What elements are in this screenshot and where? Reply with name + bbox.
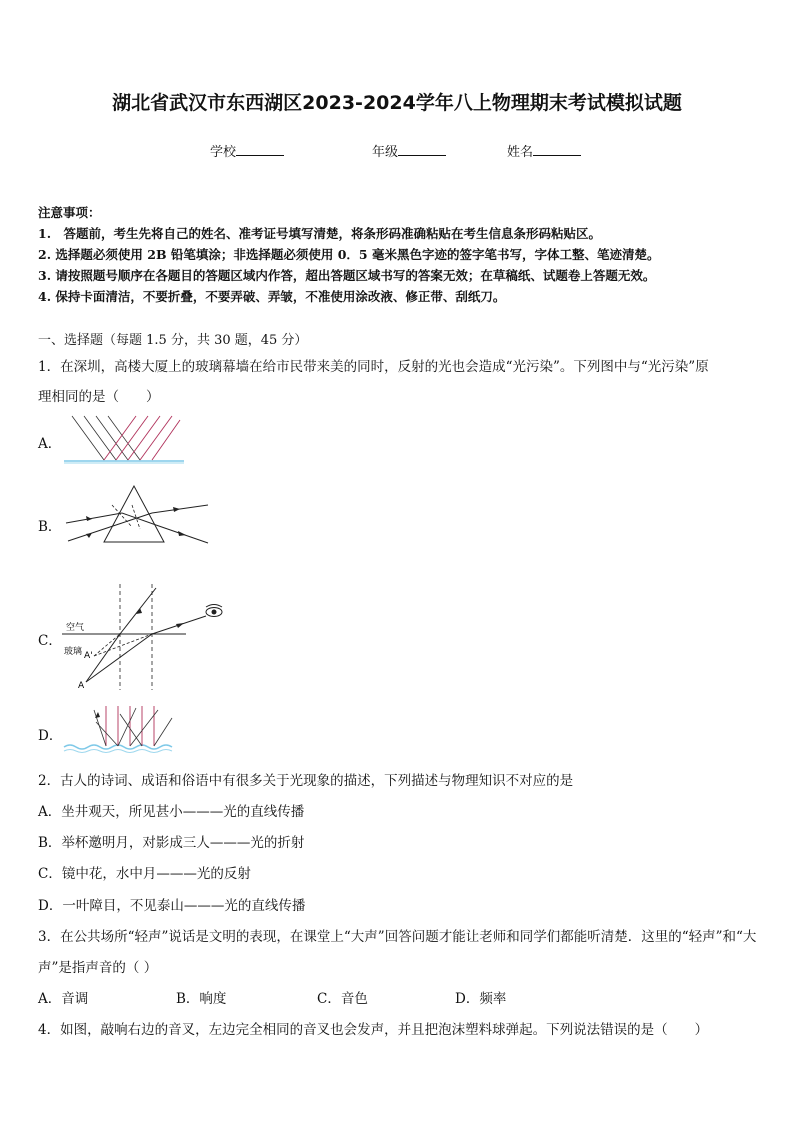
q2-option-d: D．一叶障目，不见泰山———光的直线传播 — [38, 898, 306, 914]
q2-option-c: C．镜中花，水中月———光的反射 — [38, 866, 251, 882]
name-blank — [533, 143, 581, 156]
grade-blank — [398, 143, 446, 156]
notice-item-4: 4. 保持卡面清洁，不要折叠，不要弄破、弄皱，不准使用涂改液、修正带、刮纸刀。 — [38, 289, 506, 304]
q2-option-a: A．坐井观天，所见甚小———光的直线传播 — [38, 804, 305, 820]
school-blank — [236, 143, 284, 156]
q1-figure-d-diffuse-reflection — [62, 702, 182, 756]
q1-option-b-label: B． — [38, 519, 62, 535]
notice-item-1: 1. 答题前，考生先将自己的姓名、准考证号填写清楚，将条形码准确粘贴在考生信息条形码粘贴区。 — [38, 226, 602, 241]
school-field — [210, 141, 284, 160]
q3-options-row — [38, 987, 506, 1007]
q1-figure-a-specular-reflection — [62, 412, 186, 468]
page-title: 湖北省武汉市东西湖区2023-2024学年八上物理期末考试模拟试题 — [112, 92, 682, 114]
eye-icon — [206, 605, 222, 617]
q3-option-b: B．响度 — [176, 991, 227, 1007]
q3-option-d: D．频率 — [455, 991, 507, 1007]
notice-item-2: 2. 选择题必须使用 2B 铅笔填涂；非选择题必须使用 0．5 毫米黑色字迹的签字笔书写，字体工整、笔迹清楚。 — [38, 247, 660, 262]
name-field — [507, 141, 581, 160]
q1-stem-line2: 理相同的是（ ） — [38, 389, 160, 405]
q1-option-c-label: C． — [38, 633, 62, 649]
q3-option-c: C．音色 — [317, 991, 368, 1007]
q1-figure-b-prism-refraction — [62, 483, 212, 549]
q1-fig-c-a-prime-label: A' — [84, 651, 93, 661]
section-title: 一、选择题（每题 1.5 分，共 30 题，45 分） — [38, 333, 308, 348]
name-label: 姓名 — [507, 145, 534, 160]
q4-stem: 4．如图，敲响右边的音叉，左边完全相同的音叉也会发声，并且把泡沫塑料球弹起。下列说法错误的是（ ） — [38, 1022, 709, 1038]
q2-option-b: B．举杯邀明月，对影成三人———光的折射 — [38, 835, 305, 851]
school-label: 学校 — [210, 145, 237, 160]
q2-stem: 2．古人的诗词、成语和俗语中有很多关于光现象的描述，下列描述与物理知识不对应的是 — [38, 773, 574, 789]
q3-stem-line1: 3．在公共场所“轻声”说话是文明的表现，在课堂上“大声”回答问题才能让老师和同学们都能听清楚．这里的“轻声”和“大 — [38, 929, 757, 945]
q3-option-a: A．音调 — [38, 991, 89, 1007]
q1-fig-c-a-label: A — [78, 681, 85, 691]
notice-title: 注意事项： — [38, 205, 101, 220]
q1-fig-c-air-label: 空气 — [66, 623, 85, 633]
q1-fig-c-glass-label: 玻璃 — [64, 647, 83, 657]
q1-option-d-label: D． — [38, 728, 63, 744]
q1-stem-line1: 1．在深圳，高楼大厦上的玻璃幕墙在给市民带来美的同时，反射的光也会造成“光污染”。下列图中与“光污染”原 — [38, 359, 709, 375]
grade-label: 年级 — [372, 145, 399, 160]
q1-option-a-label: A． — [38, 436, 62, 452]
q3-stem-line2: 声”是指声音的（ ） — [38, 960, 158, 976]
notice-item-3: 3. 请按照题号顺序在各题目的答题区域内作答，超出答题区域书写的答案无效；在草稿纸、试题卷上答题无效。 — [38, 268, 656, 283]
q1-figure-c-refraction-air-glass — [60, 582, 228, 694]
grade-field — [372, 141, 446, 160]
